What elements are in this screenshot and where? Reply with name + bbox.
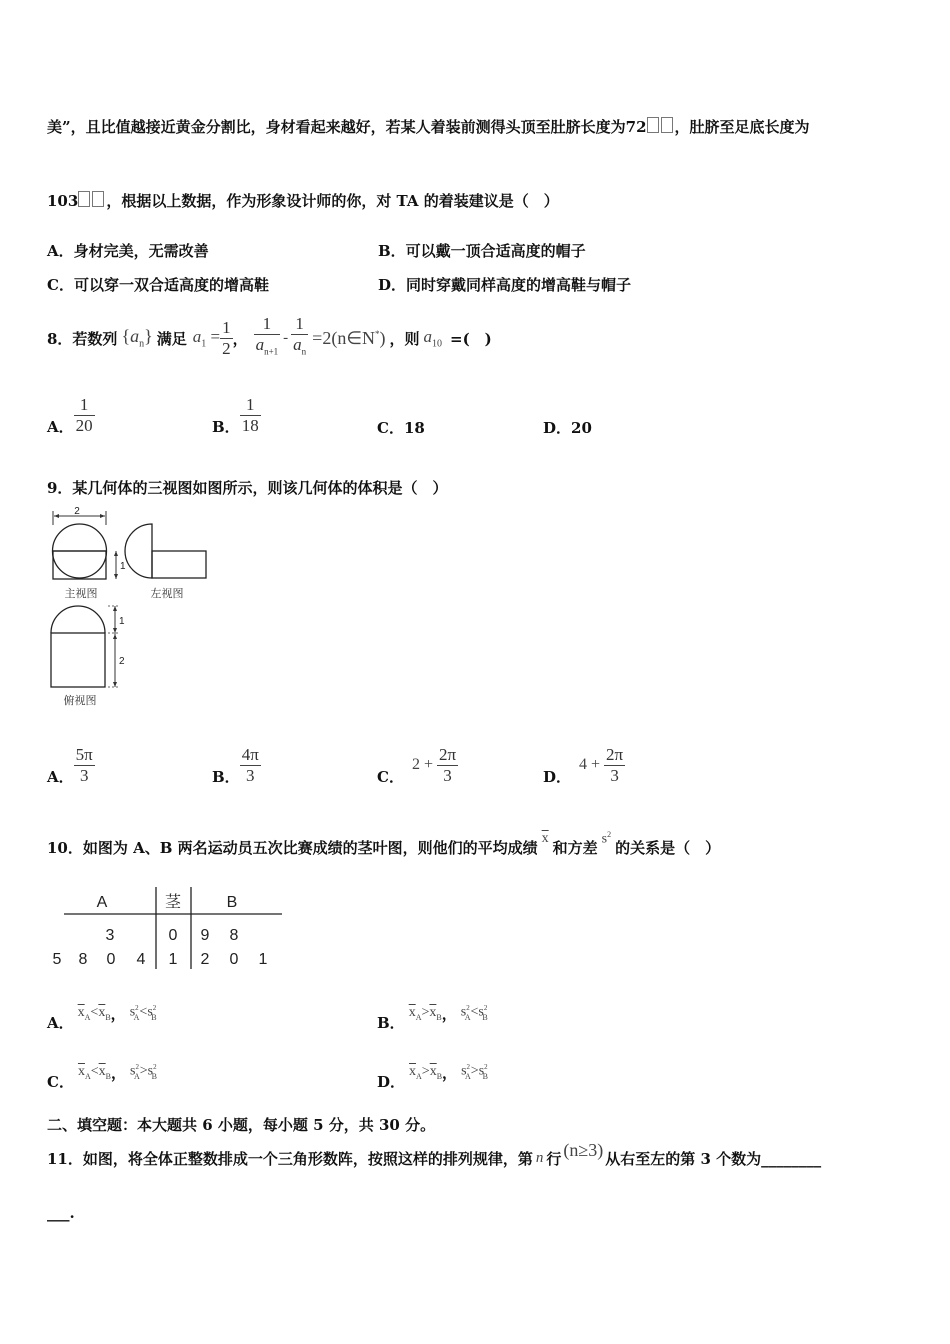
stem-value: 1 — [168, 951, 178, 968]
q9-stem: 9．某几何体的三视图如图所示，则该几何体的体积是（ ） — [47, 479, 448, 497]
leaf-a: 5 — [52, 951, 62, 968]
leaf-a: 8 — [78, 951, 88, 968]
fraction-recip-an: $\frac{1}{a_n}$ — [293, 314, 307, 357]
section-title: 二、填空题：本大题共 6 小题，每小题 5 分，共 30 分。 — [47, 1116, 436, 1134]
q11-blank-continuation: ___. — [47, 1204, 75, 1222]
q10-option-b: B． $\overline{x}_A>\overline{x}_B$ ， $s^2_A<s^2_B$ — [377, 1004, 488, 1032]
stem-value: 0 — [168, 927, 178, 944]
missing-glyph-icon — [92, 191, 104, 207]
q7-option-a: A．身材完美，无需改善 — [47, 242, 209, 260]
stem-leaf-plot — [44, 885, 294, 975]
q8-option-d: D．20 — [543, 419, 592, 437]
top-view-label: 俯视图 — [63, 695, 97, 707]
q8-option-c: C．18 — [377, 419, 425, 437]
leaf-b: 8 — [229, 927, 239, 944]
missing-glyph-icon — [647, 117, 659, 133]
top-view — [51, 606, 125, 707]
missing-glyph-icon — [78, 191, 90, 207]
q7-line2: 103 ，根据以上数据，作为形象设计师的你，对 TA 的着装建议是（ ） — [47, 192, 559, 210]
q8-option-b: B． $\frac{1}{18}$ — [212, 394, 259, 436]
front-view — [53, 506, 127, 600]
q7-line1: 美”，且比值越接近黄金分割比，身材看起来越好，若某人着装前测得头顶至肚脐长度为72 ，肚脐至足底长度为 — [47, 118, 810, 136]
leaf-b: 1 — [258, 951, 268, 968]
front-view-label: 主视图 — [64, 588, 98, 600]
leaf-b: 2 — [200, 951, 210, 968]
leaf-a: 0 — [106, 951, 116, 968]
q7-option-b: B．可以戴一顶合适高度的帽子 — [378, 242, 586, 260]
stem-leaf-header-b: B — [226, 894, 238, 911]
leaf-b: 9 — [200, 927, 210, 944]
leaf-a: 4 — [136, 951, 146, 968]
q10-option-c: C． $\overline{x}_A<\overline{x}_B$ ， $s^2_A>s^2_B$ — [47, 1063, 157, 1091]
seq-braces: $\{a_n\}$ — [121, 326, 153, 350]
dim-label-2-top: 2 — [74, 506, 80, 517]
dim-label-1-top: 1 — [119, 616, 125, 627]
stem-leaf-header-a: A — [96, 894, 108, 911]
q10-option-d: D． $\overline{x}_A>\overline{x}_B$ ， $s^2_A>s^2_B$ — [377, 1063, 488, 1091]
q7-option-d: D．同时穿戴同样高度的增高鞋与帽子 — [378, 276, 632, 294]
dim-label-1-front: 1 — [120, 561, 126, 572]
q10-stem: 10．如图为 A、B 两名运动员五次比赛成绩的茎叶图，则他们的平均成绩 $\overline{x}$ 和方差 $s^2$ 的关系是（ ） — [47, 830, 721, 857]
leaf-b: 0 — [229, 951, 239, 968]
q11-stem: 11．如图，将全体正整数排成一个三角形数阵，按照这样的排列规律，第 n 行 (n≥3) 从右至左的第 3 个数为________ — [47, 1139, 822, 1168]
q8-option-a: A． $\frac{1}{20}$ — [47, 394, 93, 436]
q9-option-b: B． $\frac{4\pi}{3}$ — [212, 744, 259, 786]
q9-option-c: C． 2 + $\frac{2\pi}{3}$ — [377, 744, 457, 786]
fraction-half: $\frac{1}{2}$ — [222, 317, 231, 358]
q9-option-d: D． 4 + $\frac{2\pi}{3}$ — [543, 744, 624, 786]
q10-option-a: A． $\overline{x}_A<\overline{x}_B$ ， $s^2_A<s^2_B$ — [47, 1004, 157, 1032]
left-view-label: 左视图 — [150, 588, 184, 600]
q8-stem: 8．若数列 $\{a_n\}$ 满足 $a_1$ = $\frac{1}{2}$ ， $\frac{1}{a_{n+1}}$ - $\frac{1}{a_n}$ =2(n∈N*) ，则 $a_{10}$ =( ) — [47, 312, 492, 364]
dim-label-2-side: 2 — [119, 656, 125, 667]
fraction-recip-an1: $\frac{1}{a_{n+1}}$ — [255, 314, 279, 357]
missing-glyph-icon — [661, 117, 673, 133]
q9-option-a: A． $\frac{5\pi}{3}$ — [47, 744, 93, 786]
left-view — [125, 524, 206, 600]
three-view-figure — [44, 503, 224, 713]
stem-leaf-header-stem: 茎 — [164, 894, 182, 911]
leaf-a: 3 — [105, 927, 115, 944]
q7-option-c: C．可以穿一双合适高度的增高鞋 — [47, 276, 269, 294]
